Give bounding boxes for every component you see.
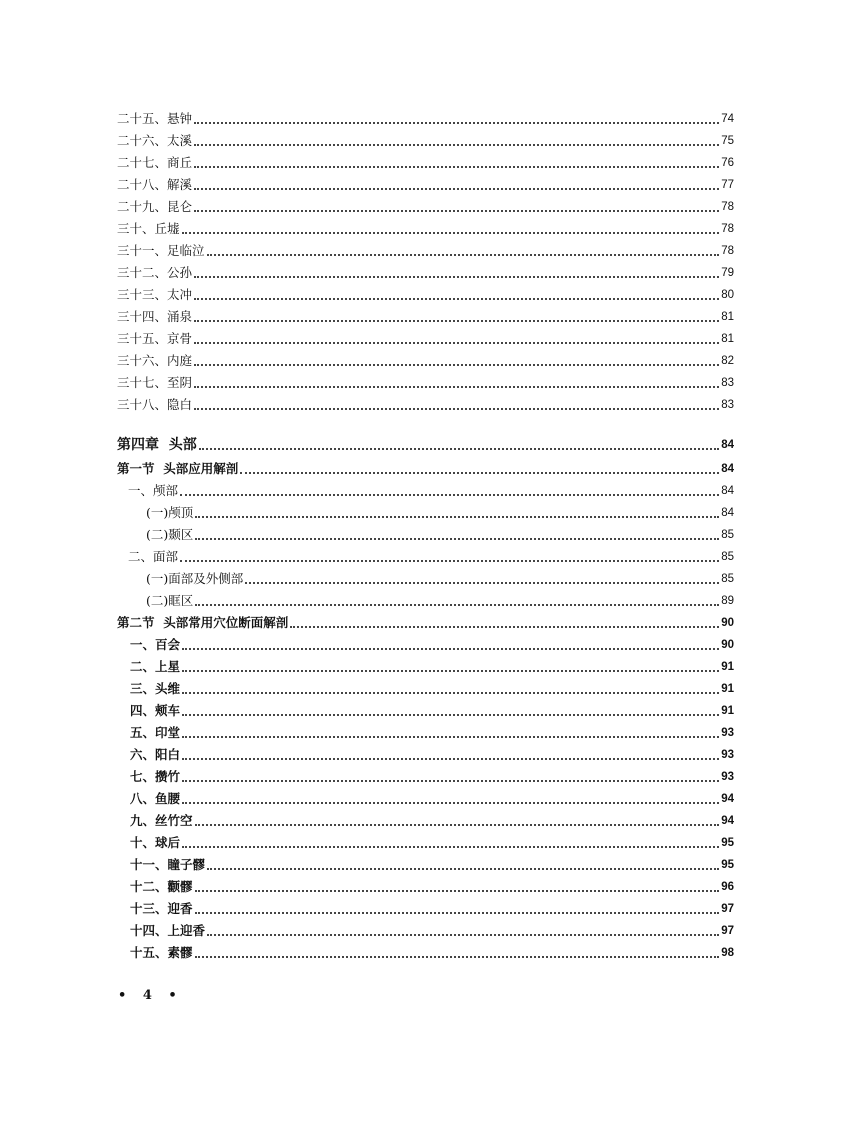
toc-entry [117, 788, 734, 810]
dot-leader [199, 448, 719, 450]
toc-entry-page: 89 [721, 595, 734, 607]
toc-entry-title: 五、印堂 [130, 725, 181, 740]
toc-entry [117, 700, 734, 722]
dot-leader [207, 934, 719, 936]
toc-entry-title: 十、球后 [130, 835, 181, 850]
toc-entry-page: 95 [721, 837, 734, 849]
toc-entry-page: 84 [721, 463, 734, 475]
toc-entry [117, 458, 734, 480]
dot-leader [245, 582, 719, 584]
toc-entry-title: 十四、上迎香 [130, 923, 206, 938]
toc-entry [117, 174, 734, 196]
dot-leader [182, 232, 720, 234]
toc-entry [117, 920, 734, 942]
toc-entry [117, 350, 734, 372]
toc-entry [117, 328, 734, 350]
toc-entry [117, 306, 734, 328]
dot-leader [195, 516, 719, 518]
table-of-contents [117, 108, 734, 964]
dot-leader [194, 122, 719, 124]
toc-entry [117, 590, 734, 612]
toc-entry-page: 85 [721, 551, 734, 563]
toc-entry-title: (一)面部及外侧部 [146, 571, 244, 586]
toc-entry-page: 93 [721, 749, 734, 761]
toc-entry-page: 76 [721, 157, 734, 169]
toc-entry-title: 一、颅部 [128, 483, 179, 498]
toc-entry-page: 84 [721, 485, 734, 497]
toc-entry-title: 六、阳白 [130, 747, 181, 762]
toc-entry [117, 394, 734, 416]
dot-leader [240, 472, 719, 474]
toc-entry-title: (二)颞区 [146, 527, 194, 542]
toc-entry-page: 79 [721, 267, 734, 279]
dot-leader [195, 824, 720, 826]
toc-entry-page: 97 [721, 925, 734, 937]
toc-entry [117, 524, 734, 546]
toc-entry-title: 二十六、太溪 [117, 133, 193, 148]
toc-entry-page: 85 [721, 529, 734, 541]
toc-entry-title: 九、丝竹空 [130, 813, 193, 828]
toc-entry-title: 十二、颧髎 [130, 879, 193, 894]
toc-entry-title: 三十四、涌泉 [117, 309, 193, 324]
toc-entry-title: 二十九、昆仑 [117, 199, 193, 214]
toc-entry [117, 678, 734, 700]
toc-entry-title: 三十二、公孙 [117, 265, 193, 280]
toc-entry [117, 568, 734, 590]
dot-leader [194, 144, 719, 146]
dot-leader [195, 912, 720, 914]
toc-entry-page: 80 [721, 289, 734, 301]
toc-entry-page: 85 [721, 573, 734, 585]
dot-leader [194, 210, 719, 212]
toc-entry-page: 84 [721, 439, 734, 451]
toc-entry-page: 74 [721, 113, 734, 125]
toc-entry [117, 372, 734, 394]
toc-entry [117, 634, 734, 656]
toc-entry-page: 75 [721, 135, 734, 147]
toc-entry-title: 二、上星 [130, 659, 181, 674]
dot-leader [194, 342, 719, 344]
toc-entry [117, 854, 734, 876]
toc-entry [117, 546, 734, 568]
dot-leader [195, 890, 720, 892]
toc-entry [117, 832, 734, 854]
toc-entry-page: 83 [721, 399, 734, 411]
dot-leader [182, 758, 719, 760]
toc-entry [117, 240, 734, 262]
toc-entry-title: 三十三、太冲 [117, 287, 193, 302]
toc-entry-page: 82 [721, 355, 734, 367]
toc-entry-page: 90 [721, 617, 734, 629]
toc-entry-title: 二十五、悬钟 [117, 111, 193, 126]
dot-leader [195, 604, 719, 606]
toc-entry [117, 898, 734, 920]
dot-leader [182, 846, 719, 848]
toc-entry [117, 612, 734, 634]
toc-entry-page: 97 [721, 903, 734, 915]
toc-entry-title: 十五、素髎 [130, 945, 193, 960]
dot-leader [195, 538, 719, 540]
toc-entry-title: 三十一、足临泣 [117, 243, 205, 258]
toc-entry [117, 876, 734, 898]
toc-entry-page: 95 [721, 859, 734, 871]
toc-entry-title: 八、鱼腰 [130, 791, 181, 806]
dot-leader [180, 560, 719, 562]
toc-entry-page: 84 [721, 507, 734, 519]
toc-entry [117, 502, 734, 524]
dot-leader [182, 692, 719, 694]
toc-entry [117, 722, 734, 744]
dot-leader [207, 254, 720, 256]
dot-leader [194, 320, 719, 322]
toc-entry-title: 十三、迎香 [130, 901, 193, 916]
toc-entry-page: 98 [721, 947, 734, 959]
toc-entry-page: 90 [721, 639, 734, 651]
toc-entry [117, 108, 734, 130]
toc-entry-title: 七、攒竹 [130, 769, 181, 784]
dot-leader [194, 386, 719, 388]
dot-leader [182, 648, 719, 650]
toc-entry-page: 83 [721, 377, 734, 389]
toc-entry-title: 一、百会 [130, 637, 181, 652]
toc-entry-page: 91 [721, 705, 734, 717]
toc-entry [117, 130, 734, 152]
page-number: • 4 • [118, 988, 183, 1003]
toc-entry-page: 94 [721, 815, 734, 827]
toc-entry-title: 第四章 头部 [117, 437, 197, 453]
dot-leader [195, 956, 720, 958]
toc-entry-title: 十一、瞳子髎 [130, 857, 206, 872]
dot-leader [182, 736, 719, 738]
toc-entry [117, 284, 734, 306]
dot-leader [194, 276, 719, 278]
toc-entry-page: 94 [721, 793, 734, 805]
toc-entry-title: 三十七、至阴 [117, 375, 193, 390]
toc-entry-title: 第二节 头部常用穴位断面解剖 [117, 615, 289, 630]
toc-entry [117, 262, 734, 284]
dot-leader [180, 494, 719, 496]
toc-entry-title: 三十八、隐白 [117, 397, 193, 412]
dot-leader [290, 626, 719, 628]
toc-entry-page: 91 [721, 683, 734, 695]
toc-entry-title: 第一节 头部应用解剖 [117, 461, 239, 476]
toc-entry [117, 766, 734, 788]
toc-entry-title: 三十、丘墟 [117, 221, 180, 236]
dot-leader [194, 364, 719, 366]
toc-entry [117, 656, 734, 678]
dot-leader [194, 408, 719, 410]
toc-entry [117, 942, 734, 964]
toc-entry-title: 三、头维 [130, 681, 181, 696]
toc-entry-title: 三十五、京骨 [117, 331, 193, 346]
toc-entry-title: 二、面部 [128, 549, 179, 564]
toc-entry-page: 78 [721, 223, 734, 235]
toc-entry-page: 93 [721, 771, 734, 783]
toc-entry-page: 78 [721, 245, 734, 257]
toc-entry-title: 二十八、解溪 [117, 177, 193, 192]
toc-entry-page: 81 [721, 311, 734, 323]
toc-entry-page: 96 [721, 881, 734, 893]
dot-leader [194, 298, 719, 300]
toc-entry [117, 430, 734, 456]
toc-entry-title: 三十六、内庭 [117, 353, 193, 368]
dot-leader [182, 714, 719, 716]
toc-entry-page: 78 [721, 201, 734, 213]
dot-leader [182, 802, 719, 804]
toc-entry-page: 77 [721, 179, 734, 191]
toc-entry-title: (一)颅顶 [146, 505, 194, 520]
toc-entry-title: 四、颊车 [130, 703, 181, 718]
dot-leader [182, 670, 719, 672]
dot-leader [182, 780, 719, 782]
toc-entry-title: (二)眶区 [146, 593, 194, 608]
toc-entry [117, 744, 734, 766]
toc-entry-title: 二十七、商丘 [117, 155, 193, 170]
toc-entry [117, 196, 734, 218]
toc-entry [117, 218, 734, 240]
toc-entry [117, 810, 734, 832]
toc-entry [117, 480, 734, 502]
toc-entry-page: 93 [721, 727, 734, 739]
dot-leader [194, 166, 719, 168]
toc-entry [117, 152, 734, 174]
toc-entry-page: 81 [721, 333, 734, 345]
dot-leader [207, 868, 719, 870]
dot-leader [194, 188, 719, 190]
toc-entry-page: 91 [721, 661, 734, 673]
